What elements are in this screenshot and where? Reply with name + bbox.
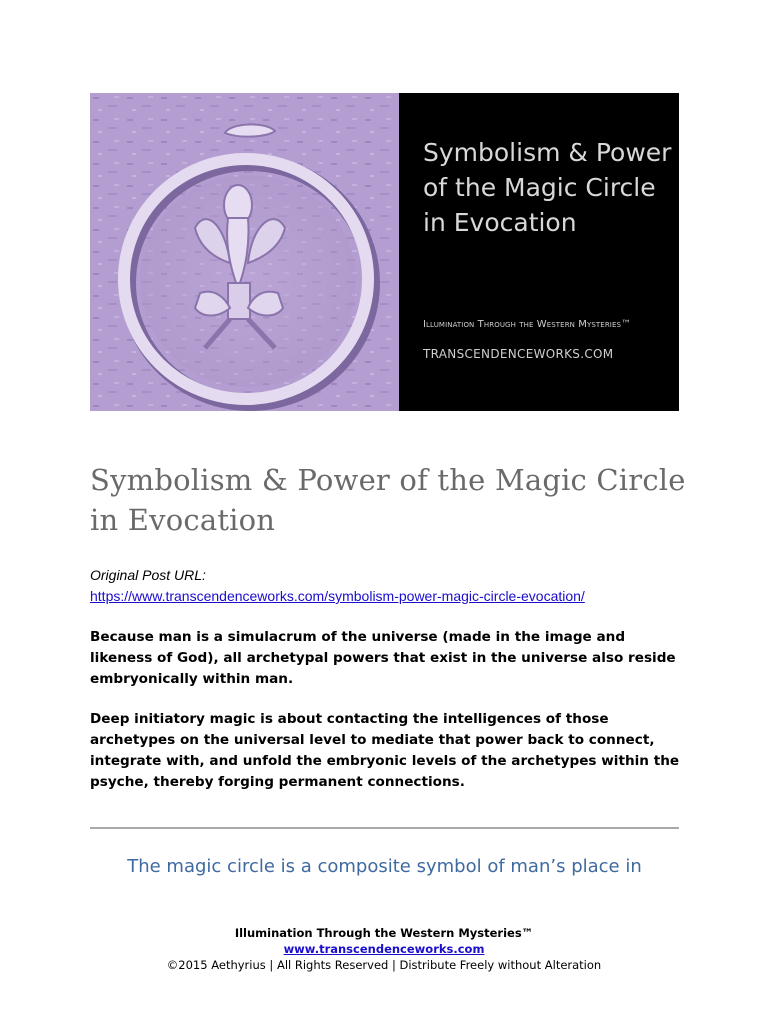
banner-site: TRANSCENDENCEWORKS.COM [423, 347, 614, 361]
page-footer [0, 925, 768, 973]
pull-quote: The magic circle is a composite symbol of man’s place in [127, 856, 642, 877]
header-banner [90, 93, 679, 411]
original-post-label: Original Post URL: [90, 567, 206, 583]
banner-title: Symbolism & Power of the Magic Circle in Evocation [423, 138, 672, 237]
section-divider [90, 827, 679, 829]
body-paragraph-1: Because man is a simulacrum of the universe (made in the image and likeness of God), all archetypal powers that exist in the universe also reside embryonically within man. [90, 629, 676, 687]
footer-site-link[interactable]: www.transcendenceworks.com [283, 942, 485, 956]
body-paragraph-2: Deep initiatory magic is about contacting the intelligences of those archetypes on the universal level to mediate that power back to connect, integrate with, and unfold the embryonic levels of the archetypes within the psyche, thereby forging permanent connections. [90, 711, 680, 790]
footer-copyright: ©2015 Aethyrius | All Rights Reserved | Distribute Freely without Alteration [166, 958, 602, 972]
banner-tagline: Illumination Through the Western Mysteries™ [423, 319, 632, 330]
original-post-link[interactable]: https://www.transcendenceworks.com/symbolism-power-magic-circle-evocation/ [90, 588, 585, 604]
banner-text-panel [399, 93, 679, 411]
ouroboros-relief-icon [90, 93, 399, 411]
page-title: Symbolism & Power of the Magic Circle in Evocation [90, 463, 686, 537]
ouroboros-relief-image [90, 93, 399, 411]
footer-tagline: Illumination Through the Western Mysteries™ [234, 926, 534, 940]
